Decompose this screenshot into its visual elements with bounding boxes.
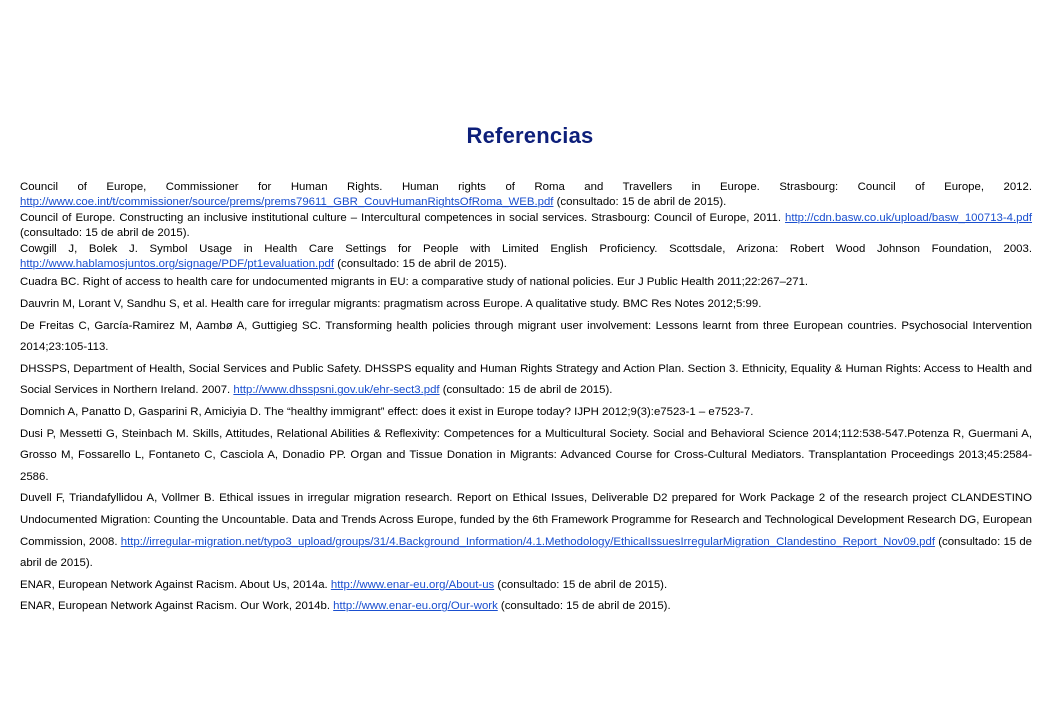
reference-item — [20, 596, 1032, 618]
reference-link[interactable]: http://irregular-migration.net/typo3_upload/groups/31/4.Background_Information/4.1.Methodology/EthicalIssuesIrregularMigration_Clandestino_Report_Nov09.pdf — [120, 535, 936, 548]
reference-text: DHSSPS, Department of Health, Social Services and Public Safety. DHSSPS equality and Human Rights Strategy and Action Plan. Section 3. Ethnicity, Equality & Human Rights: Access to Health and Social Services in Northern Ireland. 2007. — [20, 362, 1032, 397]
page-title: Referencias — [466, 123, 594, 148]
reference-accessed: (consultado: 15 de abril de 2015). — [20, 227, 190, 240]
reference-accessed: (consultado: 15 de abril de 2015). — [553, 196, 727, 209]
reference-item — [20, 359, 1032, 402]
reference-accessed: (consultado: 15 de abril de 2015). — [439, 384, 613, 397]
reference-text: Duvell F, Triandafyllidou A, Vollmer B. Ethical issues in irregular migration research. Report on Ethical Issues, Deliverable D2 prepared for Work Package 2 of the research project CLANDESTINO Undocumented Migration: Counting the Uncountable. Data and Trends Across Europe, funded by the 6th Framework Programme for Research and Technological Development Research DG, European Commission, 2008. — [20, 492, 1032, 548]
reference-list — [20, 180, 1032, 618]
reference-accessed: (consultado: 15 de abril de 2015). — [20, 535, 1032, 570]
reference-item — [20, 294, 1032, 316]
reference-item — [20, 180, 1032, 211]
reference-item — [20, 242, 1032, 273]
reference-link[interactable]: http://www.enar-eu.org/Our-work — [333, 600, 498, 613]
reference-item — [20, 211, 1032, 242]
reference-text: De Freitas C, García-Ramirez M, Aambø A, Guttigieg SC. Transforming health policies through migrant user involvement: Lessons learnt from three European countries. Psychosocial Intervention 2014;23:105-113. — [20, 319, 1032, 354]
reference-text: Cuadra BC. Right of access to health care for undocumented migrants in EU: a comparative study of national policies. Eur J Public Health 2011;22:267–271. — [20, 276, 809, 289]
reference-text: Dusi P, Messetti G, Steinbach M. Skills, Attitudes, Relational Abilities & Reflexivity: Competences for a Multicultural Society. Social and Behavioral Science 2014;112:538-547.Potenza R, Guermani A, Grosso M, Fossarello L, Fontaneto C, Casciola A, Donadio PP. Organ and Tissue Donation in Migrants: Advanced Course for Cross-Cultural Mediators. Transplantation Proceedings 2013;45:2584-2586. — [20, 427, 1032, 483]
reference-link[interactable]: http://www.hablamosjuntos.org/signage/PDF/pt1evaluation.pdf — [20, 258, 335, 271]
reference-accessed: (consultado: 15 de abril de 2015). — [494, 578, 668, 591]
reference-text: Domnich A, Panatto D, Gasparini R, Amiciyia D. The “healthy immigrant” effect: does it exist in Europe today? IJPH 2012;9(3):e7523-1 – e7523-7. — [20, 406, 754, 418]
reference-text: ENAR, European Network Against Racism. About Us, 2014a. — [20, 578, 331, 591]
reference-item — [20, 316, 1032, 359]
reference-accessed: (consultado: 15 de abril de 2015). — [497, 600, 671, 613]
reference-item — [20, 402, 1032, 424]
reference-text: Dauvrin M, Lorant V, Sandhu S, et al. Health care for irregular migrants: pragmatism across Europe. A qualitative study. BMC Res Notes 2012;5:99. — [20, 298, 762, 311]
reference-text: Council of Europe, Commissioner for Human Rights. Human rights of Roma and Travellers in Europe. Strasbourg: Council of Europe, 2012. — [20, 181, 1032, 193]
reference-item — [20, 424, 1032, 489]
reference-text: ENAR, European Network Against Racism. Our Work, 2014b. — [20, 600, 334, 613]
reference-link[interactable]: http://www.dhsspsni.gov.uk/ehr-sect3.pdf — [233, 384, 440, 397]
reference-text: Cowgill J, Bolek J. Symbol Usage in Health Care Settings for People with Limited English Proficiency. Scottsdale, Arizona: Robert Wood Johnson Foundation, 2003. — [20, 242, 1032, 255]
reference-link[interactable]: http://cdn.basw.co.uk/upload/basw_100713-4.pdf — [785, 211, 1032, 224]
reference-item — [20, 575, 1032, 597]
reference-text: Council of Europe. Constructing an inclusive institutional culture – Intercultural competences in social services. Strasbourg: Council of Europe, 2011. — [20, 211, 786, 224]
reference-item — [20, 272, 1032, 294]
reference-link[interactable]: http://www.coe.int/t/commissioner/source/prems/prems79611_GBR_CouvHumanRightsOfRoma_WEB.pdf — [20, 196, 554, 209]
reference-link[interactable]: http://www.enar-eu.org/About-us — [330, 578, 495, 591]
reference-accessed: (consultado: 15 de abril de 2015). — [334, 258, 507, 271]
reference-item — [20, 488, 1032, 574]
